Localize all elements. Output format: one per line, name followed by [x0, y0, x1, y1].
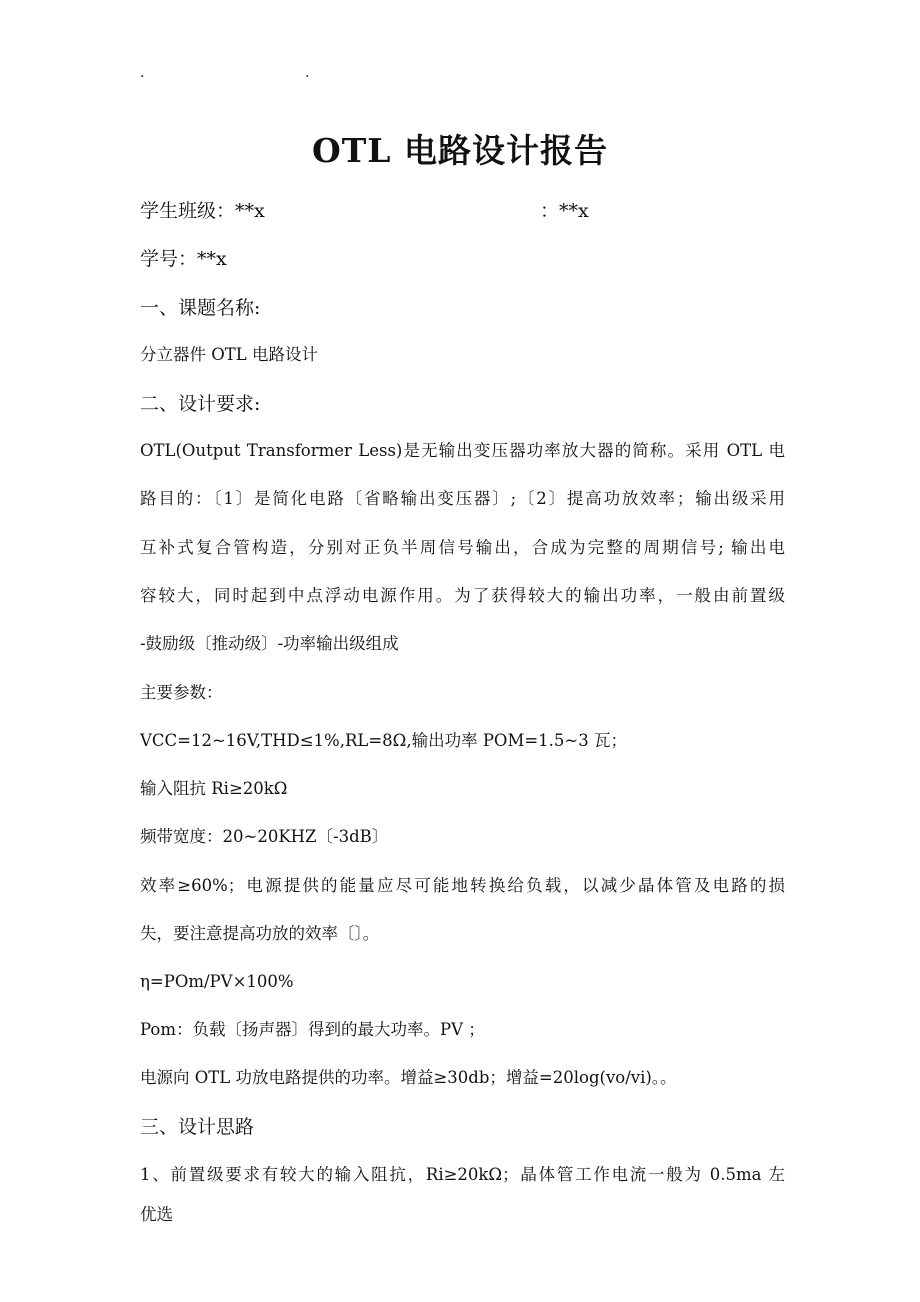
efficiency-line: 失，要注意提高功放的效率〔〕。 — [140, 924, 380, 943]
section2-heading: 二、设计要求: — [140, 393, 261, 415]
section2-paragraph-line: OTL(Output Transformer Less)是无输出变压器功率放大器的简称。采用 OTL 电 — [140, 441, 785, 460]
pom-definition: Pom：负载〔扬声器〕得到的最大功率。PV ； — [140, 1020, 485, 1039]
param-line: 输入阻抗 Ri≥20kΩ — [140, 779, 288, 798]
section2-paragraph-line: 路目的：〔1〕是简化电路〔省略输出变压器〕;〔2〕提高功放效率；输出级采用 — [140, 489, 785, 508]
params-label: 主要参数： — [140, 683, 223, 702]
section3-item-line: 1、前置级要求有较大的输入阻抗，Ri≥20kΩ；晶体管工作电流一般为 0.5ma 左 — [140, 1165, 785, 1184]
section3-item-line: 优选 — [140, 1205, 173, 1224]
section2-paragraph-line: 容较大，同时起到中点浮动电源作用。为了获得较大的输出功率，一般由前置级 — [140, 586, 785, 605]
header-dot-right: . — [305, 65, 310, 81]
param-line: 频带宽度：20~20KHZ〔-3dB〕 — [140, 827, 389, 846]
section3-heading: 三、设计思路 — [140, 1116, 255, 1138]
section1-heading: 一、课题名称: — [140, 297, 261, 319]
efficiency-formula: η=POm/PV×100% — [140, 972, 294, 991]
efficiency-line: 效率≥60%；电源提供的能量应尽可能地转换给负载，以减少晶体管及电路的损 — [140, 876, 785, 895]
param-line: VCC=12~16V,THD≤1%,RL=8Ω,输出功率 POM=1.5~3 瓦； — [140, 731, 627, 750]
header-dot-left: . — [140, 65, 145, 81]
student-name-value: ：**x — [540, 200, 589, 222]
section1-body: 分立器件 OTL 电路设计 — [140, 345, 318, 364]
section2-paragraph-line: 互补式复合管构造，分别对正负半周信号输出，合成为完整的周期信号; 输出电 — [140, 538, 785, 557]
section2-paragraph-line: -鼓励级〔推动级〕-功率输出级组成 — [140, 634, 399, 653]
document-title: OTL 电路设计报告 — [312, 131, 608, 170]
student-class-line: 学生班级：**x — [140, 200, 265, 222]
power-gain-line: 电源向 OTL 功放电路提供的功率。增益≥30db；增益=20log(vo/vi)。。 — [140, 1068, 677, 1087]
student-id-line: 学号：**x — [140, 248, 227, 270]
